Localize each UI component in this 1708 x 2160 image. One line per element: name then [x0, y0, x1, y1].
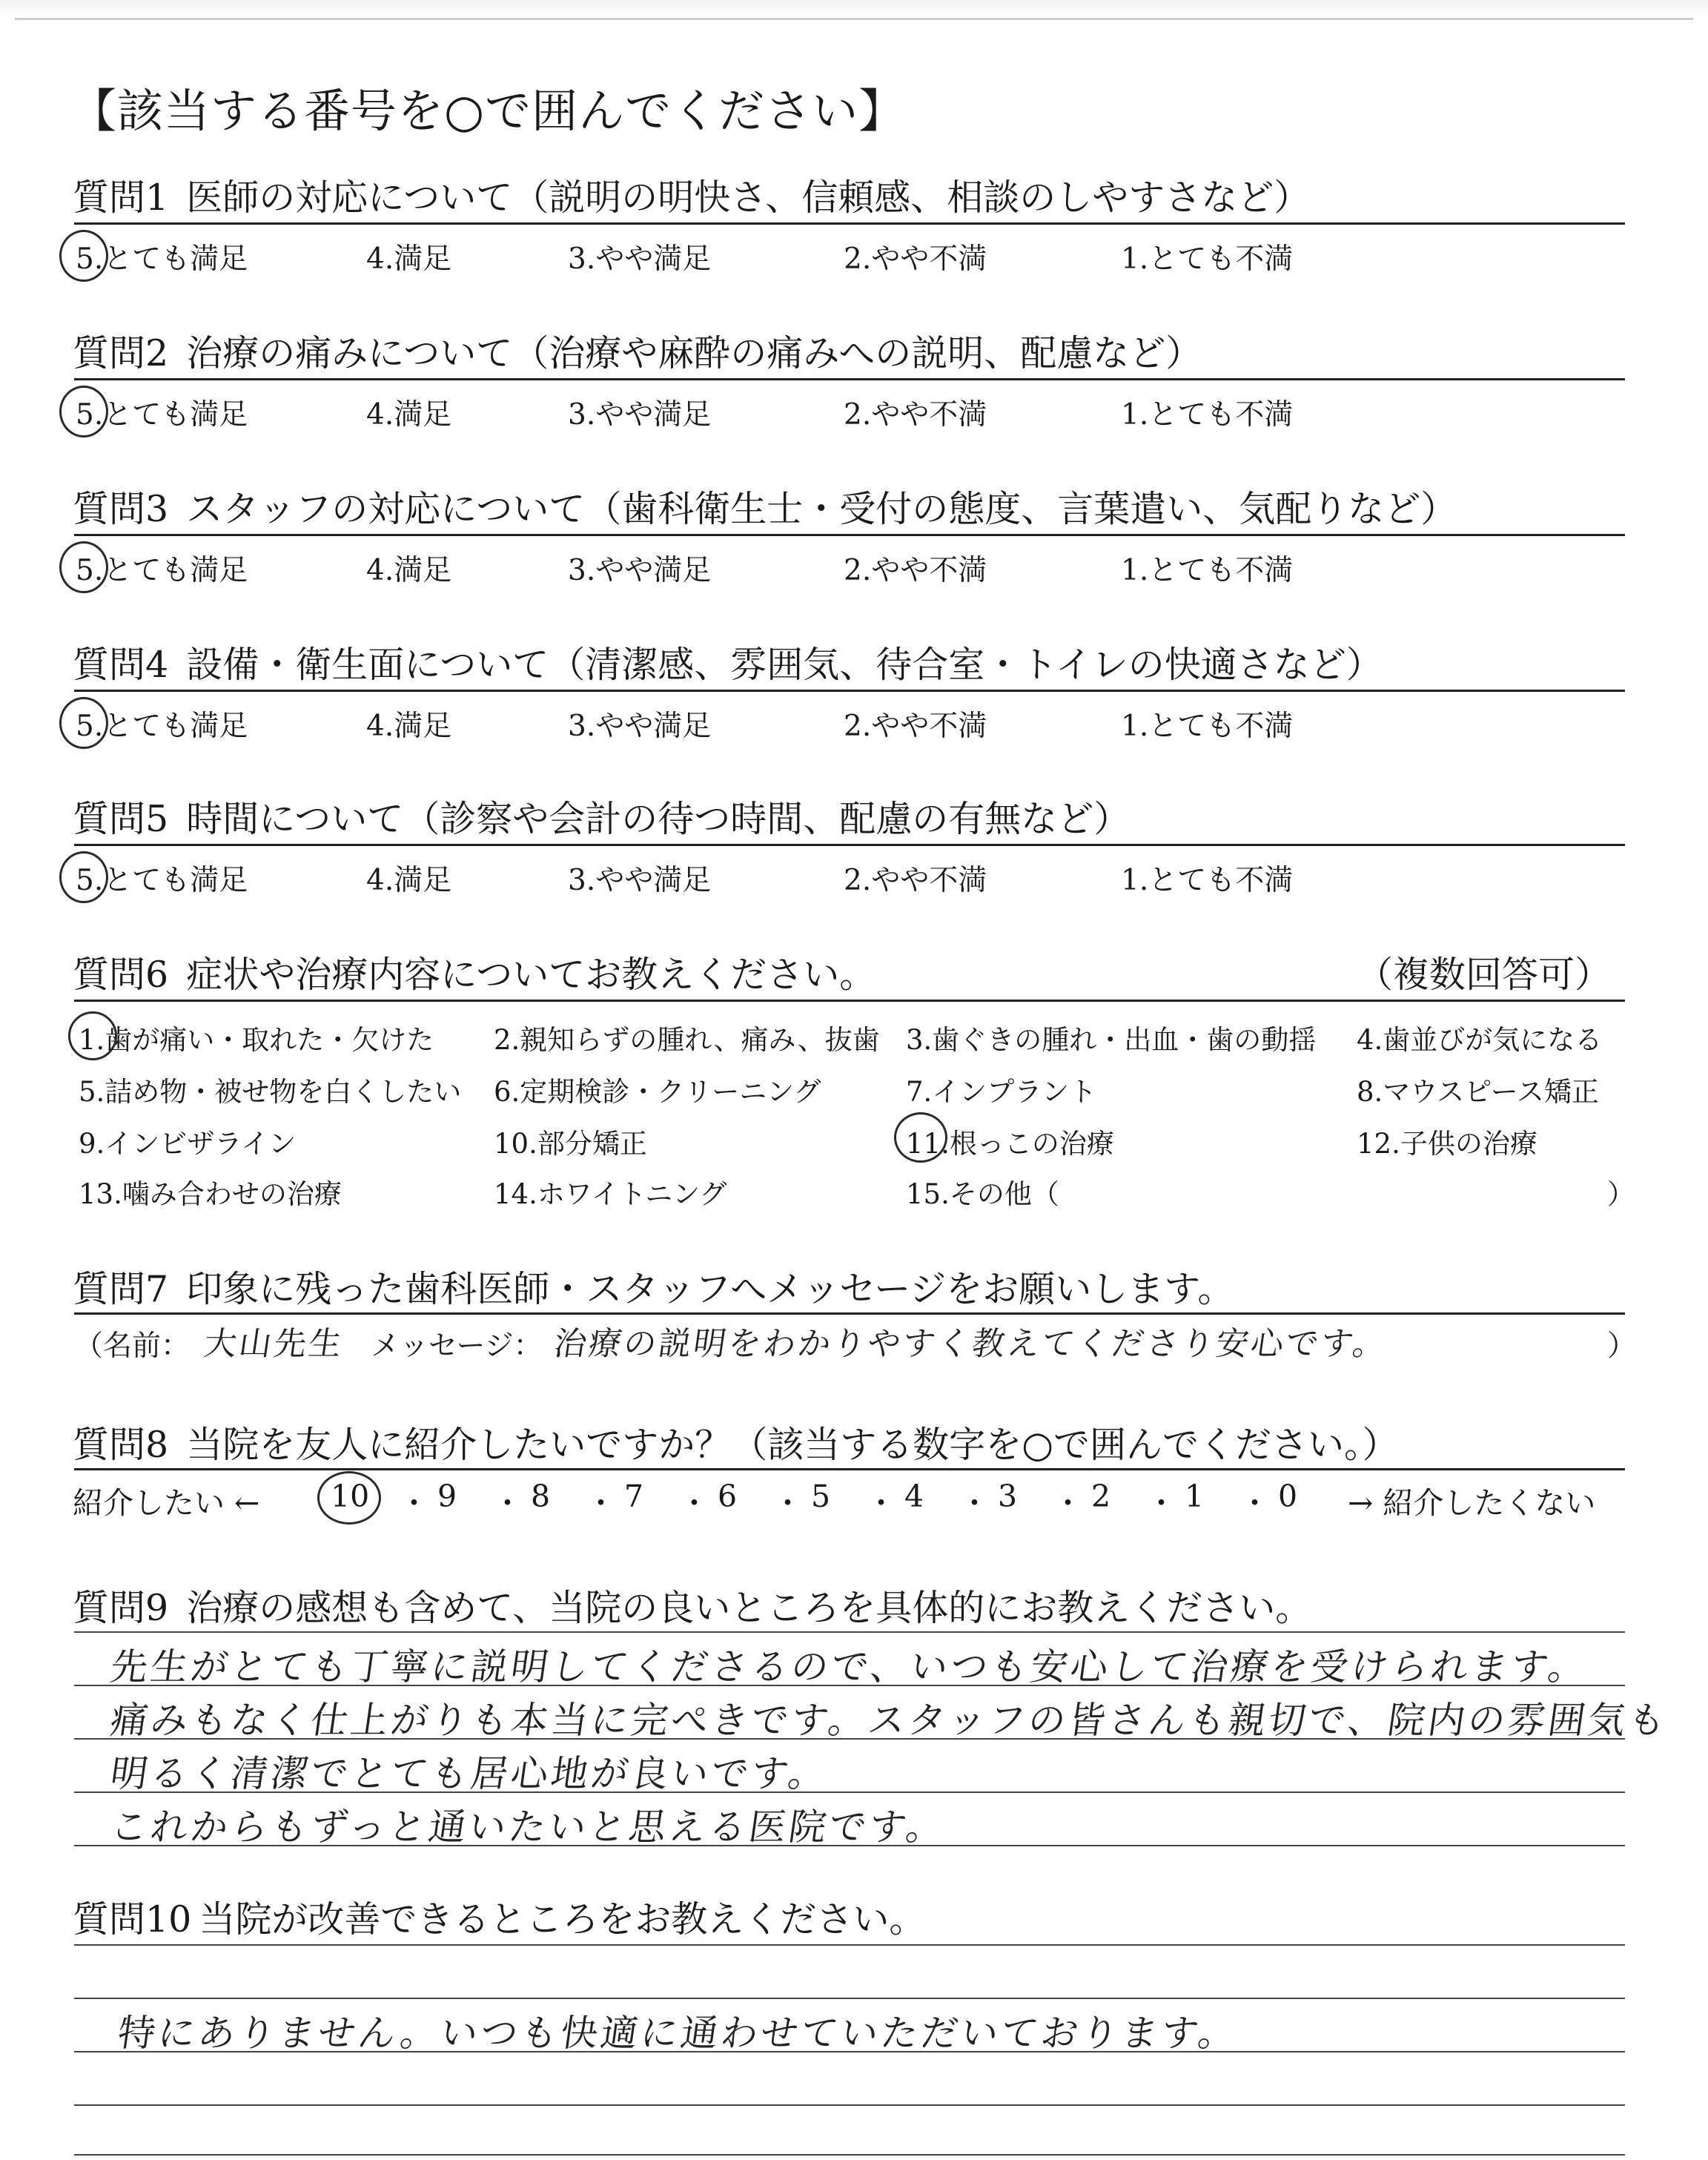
q7-message-label: メッセージ： — [371, 1330, 543, 1363]
q5-rule — [74, 844, 1625, 846]
q10-answer-line-1[interactable]: 特にありません。いつも快適に通わせていただいております。 — [115, 2012, 1242, 2055]
q3-option-3[interactable]: 3.やや満足 — [568, 554, 712, 587]
q6-option-11[interactable]: 11.根っこの治療 — [906, 1128, 1114, 1160]
q4-rule — [74, 690, 1625, 692]
q3-number: 質問3 — [73, 488, 169, 530]
q6-option-4[interactable]: 4.歯並びが気になる — [1357, 1024, 1603, 1056]
q4-text: 設備・衛生面について（清潔感、雰囲気、待合室・トイレの快適さなど） — [186, 644, 1383, 686]
q2-number: 質問2 — [73, 332, 169, 374]
q8-scale-6[interactable]: 6 — [718, 1479, 738, 1514]
q4-option-4[interactable]: 4.満足 — [366, 710, 452, 743]
q6-option-1[interactable]: 1.歯が痛い・取れた・欠けた — [79, 1024, 434, 1056]
q9-title — [73, 1579, 1311, 1631]
q1-rule — [74, 222, 1625, 225]
q7-name-value[interactable]: 大山先生 — [201, 1325, 346, 1363]
q6-option-5[interactable]: 5.詰め物・被せ物を白くしたい — [79, 1076, 462, 1108]
q2-option-1[interactable]: 1.とても不満 — [1121, 398, 1294, 432]
q6-answer-circle-11 — [894, 1112, 947, 1163]
q8-dot: ・ — [772, 1485, 803, 1521]
q9-answer-line-3[interactable]: 明るく清潔でとても居心地が良いです。 — [107, 1752, 832, 1795]
form-header: 【該当する番号を○で囲んでください】 — [70, 84, 906, 138]
q8-dot: ・ — [1053, 1485, 1083, 1521]
q8-dot: ・ — [399, 1485, 429, 1521]
q3-option-5[interactable]: 5.とても満足 — [76, 554, 248, 587]
q9-answer-line-4[interactable]: これからもずっと通いたいと思える医院です。 — [107, 1806, 950, 1849]
q8-scale-4[interactable]: 4 — [904, 1479, 924, 1514]
q5-number: 質問5 — [73, 798, 169, 840]
q4-option-5[interactable]: 5.とても満足 — [76, 710, 248, 743]
q8-scale-10[interactable]: 10 — [331, 1479, 370, 1514]
q1-text: 医師の対応について（説明の明快さ、信頼感、相談のしやすさなど） — [186, 176, 1311, 219]
q6-option-12[interactable]: 12.子供の治療 — [1357, 1128, 1537, 1160]
q3-answer-circle — [59, 541, 108, 593]
q6-note: （複数回答可） — [1357, 954, 1612, 996]
q5-option-3[interactable]: 3.やや満足 — [568, 864, 712, 897]
q2-answer-circle — [59, 386, 108, 437]
q8-scale-3[interactable]: 3 — [998, 1479, 1018, 1514]
q6-option-13[interactable]: 13.噛み合わせの治療 — [79, 1178, 342, 1210]
q6-option-7[interactable]: 7.インプラント — [906, 1076, 1097, 1108]
q8-dot: ・ — [679, 1485, 709, 1521]
q8-scale-2[interactable]: 2 — [1091, 1479, 1111, 1514]
q4-title — [73, 636, 1383, 688]
q8-scale-0[interactable]: 0 — [1278, 1479, 1298, 1514]
q5-option-4[interactable]: 4.満足 — [366, 864, 452, 897]
q8-dot: ・ — [959, 1485, 990, 1521]
q6-rule — [74, 1000, 1625, 1002]
q5-answer-circle — [59, 851, 108, 903]
q6-text: 症状や治療内容についてお教えください。 — [186, 954, 876, 996]
q8-title — [73, 1416, 1398, 1468]
q8-scale-8[interactable]: 8 — [531, 1479, 551, 1514]
q5-text: 時間について（診察や会計の待つ時間、配慮の有無など） — [186, 798, 1131, 840]
q9-text: 治療の感想も含めて、当院の良いところを具体的にお教えください。 — [186, 1587, 1312, 1629]
q1-option-4[interactable]: 4.満足 — [366, 242, 452, 276]
q6-option-8[interactable]: 8.マウスピース矯正 — [1357, 1076, 1599, 1108]
q3-title — [73, 480, 1457, 532]
q7-rule — [74, 1312, 1625, 1315]
q1-option-1[interactable]: 1.とても不満 — [1121, 242, 1294, 276]
q8-dot: ・ — [866, 1485, 896, 1521]
q8-scale-1[interactable]: 1 — [1185, 1479, 1205, 1514]
q8-dot: ・ — [1239, 1485, 1270, 1521]
q7-close-paren: ） — [1607, 1330, 1637, 1363]
q8-right-label: → 紹介したくない — [1348, 1485, 1596, 1521]
q7-message-value[interactable]: 治療の説明をわかりやすく教えてくださり安心です。 — [551, 1325, 1391, 1363]
q5-option-1[interactable]: 1.とても不満 — [1121, 864, 1294, 897]
q8-dot: ・ — [492, 1485, 523, 1521]
q10-number: 質問10 — [73, 1898, 192, 1941]
q8-text: 当院を友人に紹介したいですか？（該当する数字を○で囲んでください。） — [186, 1424, 1399, 1466]
q4-answer-circle — [59, 697, 108, 749]
q1-option-2[interactable]: 2.やや不満 — [844, 242, 987, 276]
q10-line-2 — [74, 1998, 1625, 1999]
q2-option-4[interactable]: 4.満足 — [366, 398, 452, 432]
q6-option-14[interactable]: 14.ホワイトニング — [494, 1178, 727, 1210]
q5-option-5[interactable]: 5.とても満足 — [76, 864, 248, 897]
q7-title — [73, 1261, 1234, 1312]
q6-title — [73, 946, 875, 998]
q10-line-1 — [74, 1944, 1625, 1946]
q9-line-1 — [74, 1631, 1625, 1633]
q2-text: 治療の痛みについて（治療や麻酔の痛みへの説明、配慮など） — [186, 332, 1202, 374]
q4-number: 質問4 — [73, 644, 169, 686]
q8-left-label: 紹介したい ← — [73, 1485, 260, 1521]
q6-option-15[interactable]: 15.その他（ — [906, 1178, 1059, 1210]
q6-option-3[interactable]: 3.歯ぐきの腫れ・出血・歯の動揺 — [906, 1024, 1317, 1056]
q2-option-3[interactable]: 3.やや満足 — [568, 398, 712, 432]
q1-answer-circle — [59, 230, 108, 282]
q8-answer-circle — [317, 1471, 381, 1525]
q6-answer-circle-1 — [68, 1011, 117, 1060]
q1-number: 質問1 — [73, 176, 169, 219]
q10-line-5 — [74, 2154, 1625, 2156]
q10-text: 当院が改善できるところをお教えください。 — [199, 1898, 926, 1941]
q6-option-9[interactable]: 9.インビザライン — [79, 1128, 297, 1160]
q5-option-2[interactable]: 2.やや不満 — [844, 864, 987, 897]
q6-option-2[interactable]: 2.親知らずの腫れ、痛み、抜歯 — [494, 1024, 880, 1056]
q2-option-2[interactable]: 2.やや不満 — [844, 398, 987, 432]
q3-option-4[interactable]: 4.満足 — [366, 554, 452, 587]
q3-rule — [74, 534, 1625, 536]
q6-option-10[interactable]: 10.部分矯正 — [494, 1128, 647, 1160]
q7-name-label: （名前： — [74, 1330, 191, 1363]
q8-dot: ・ — [586, 1485, 616, 1521]
q9-number: 質問9 — [73, 1587, 169, 1629]
q8-scale-5[interactable]: 5 — [811, 1479, 831, 1514]
q8-rule — [74, 1468, 1625, 1470]
q9-answer-line-1[interactable]: 先生がとても丁寧に説明してくださるので、いつも安心して治療を受けられます。 — [107, 1645, 1592, 1688]
q1-option-3[interactable]: 3.やや満足 — [568, 242, 712, 276]
q8-number: 質問8 — [73, 1424, 169, 1466]
q3-option-1[interactable]: 1.とても不満 — [1121, 554, 1294, 587]
q2-title — [73, 325, 1202, 377]
q6-number: 質問6 — [73, 954, 169, 996]
q4-option-2[interactable]: 2.やや不満 — [844, 710, 987, 743]
q8-scale-7[interactable]: 7 — [624, 1479, 644, 1514]
q4-option-3[interactable]: 3.やや満足 — [568, 710, 712, 743]
q2-option-5[interactable]: 5.とても満足 — [76, 398, 248, 432]
q8-dot: ・ — [1146, 1485, 1176, 1521]
q5-title — [73, 790, 1130, 842]
q6-option-15-close: ） — [1607, 1178, 1635, 1210]
q3-option-2[interactable]: 2.やや不満 — [844, 554, 987, 587]
q6-option-6[interactable]: 6.定期検診・クリーニング — [494, 1076, 821, 1108]
scan-top-line — [15, 18, 1693, 20]
q3-text: スタッフの対応について（歯科衛生士・受付の態度、言葉遣い、気配りなど） — [186, 488, 1457, 530]
q1-title — [73, 169, 1310, 221]
q2-rule — [74, 378, 1625, 380]
q1-option-5[interactable]: 5.とても満足 — [76, 242, 248, 276]
q9-answer-line-2[interactable]: 痛みもなく仕上がりも本当に完ぺきです。スタッフの皆さんも親切で、院内の雰囲気も — [107, 1699, 1672, 1742]
q7-text: 印象に残った歯科医師・スタッフへメッセージをお願いします。 — [186, 1268, 1234, 1310]
q10-title — [73, 1891, 925, 1943]
q4-option-1[interactable]: 1.とても不満 — [1121, 710, 1294, 743]
q8-scale-9[interactable]: 9 — [437, 1479, 457, 1514]
q7-number: 質問7 — [73, 1268, 169, 1310]
q10-line-4 — [74, 2104, 1625, 2106]
scan-top-band — [0, 0, 1708, 16]
